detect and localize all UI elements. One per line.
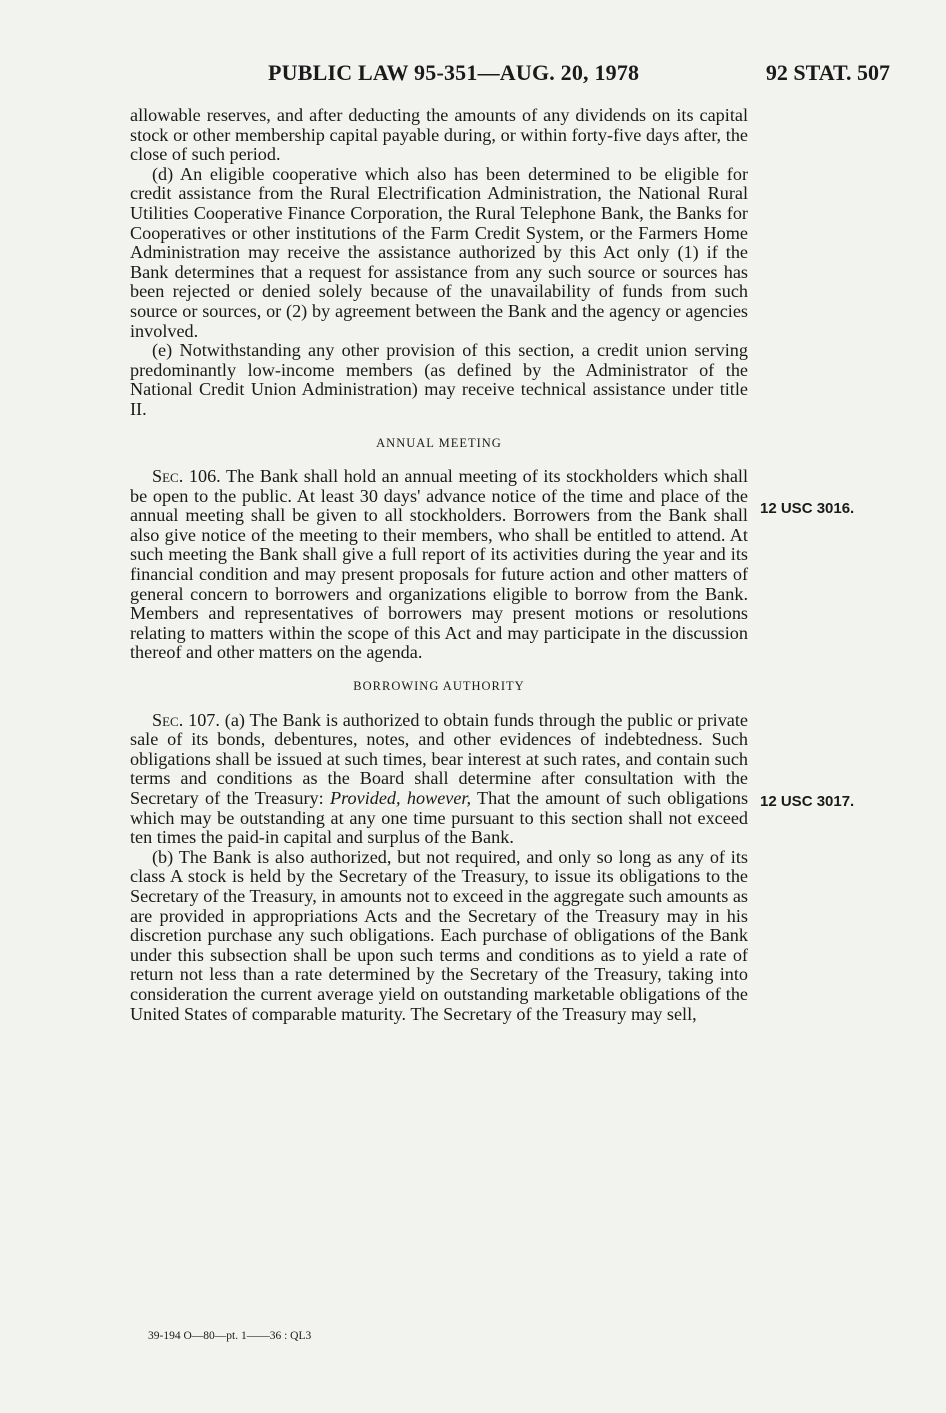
page-title: PUBLIC LAW 95-351—AUG. 20, 1978 bbox=[268, 60, 640, 85]
proviso-italic: Provided, however, bbox=[330, 788, 472, 808]
continued-paragraph: allowable reserves, and after deducting the amounts of any dividends on its capital stock or other membership capital payable during, or within forty-five days after, the close of such period. bbox=[130, 105, 748, 165]
margin-note-usc-3017: 12 USC 3017. bbox=[760, 793, 855, 810]
section-106-label: Sec. bbox=[152, 466, 184, 487]
footer-print-code: 39-194 O—80—pt. 1——36 : QL3 bbox=[148, 1330, 312, 1342]
heading-borrowing-authority: BORROWING AUTHORITY bbox=[353, 679, 525, 694]
section-107-text-b: That the amount of such obligations which may be outstanding at any one time pursuant to this section shall not exceed ten times the paid-in capital and surplus of the Bank. bbox=[130, 788, 749, 848]
heading-annual-meeting: ANNUAL MEETING bbox=[376, 435, 502, 450]
section-107-label: Sec. bbox=[152, 709, 184, 730]
document-body bbox=[130, 106, 748, 1024]
page-header bbox=[130, 60, 890, 88]
statute-page-number: 92 STAT. 507 bbox=[765, 60, 890, 85]
paragraph-d: (d) An eligible cooperative which also has been determined to be eligible for credit assistance from the Rural Electrification Administration, the National Rural Utilities Cooperative Finance Corporation, the Rural Telephone Bank, the Banks for Cooperatives or other institutions of the Farm Credit System, or the Farmers Home Administration may receive the assistance authorized by this Act only (1) if the Bank determines that a request for assistance from any such source or sources has been rejected or denied solely because of the unavailability of funds from such source or sources, or (2) by agreement between the Bank and the agency or agencies involved. bbox=[130, 163, 748, 341]
paragraph-b: (b) The Bank is also authorized, but not required, and only so long as any of its class A stock is held by the Secretary of the Treasury, to issue its obligations to the Secretary of the Treasury, in amounts not to exceed in the aggregate such amounts as are provided in appropriations Acts and the Secretary of the Treasury may in his discretion purchase any such obligations. Each purchase of obligations of the Bank under this subsection shall be upon such terms and conditions as to yield a rate of return not less than a rate determined by the Secretary of the Treasury, taking into consideration the current average yield on outstanding marketable obligations of the United States of comparable maturity. The Secretary of the Treasury may sell, bbox=[130, 846, 748, 1024]
section-106 bbox=[130, 467, 748, 663]
margin-note-usc-3016: 12 USC 3016. bbox=[760, 500, 855, 517]
section-107-text-a: 107. (a) The Bank is authorized to obtain funds through the public or private sale of its bonds, debentures, notes, and other evidences of indebtedness. Such obligations shall be issued at such times, bear interest at such rates, and contain such terms and conditions as the Board shall determine after consultation with the Secretary of the Treasury: bbox=[130, 709, 748, 808]
section-106-text: 106. The Bank shall hold an annual meeting of its stockholders which shall be open to the public. At least 30 days' advance notice of the time and place of the annual meeting shall be given to all stockholders. Borrowers from the Bank shall also give notice of the meeting to their members, who shall be entitled to attend. At such meeting the Bank shall give a full report of its activities during the year and its financial condition and may present proposals for future action and other matters of general concern to borrowers and organizations eligible to borrow from the Bank. Members and representatives of borrowers may present motions or resolutions relating to matters within the scope of this Act and may participate in the discussion thereof and other matters on the agenda. bbox=[130, 466, 749, 663]
section-107-a bbox=[130, 711, 748, 848]
paragraph-e: (e) Notwithstanding any other provision of this section, a credit union serving predominantly low-income members (as defined by the Administrator of the National Credit Union Administration) may receive technical assistance under title II. bbox=[130, 340, 748, 419]
